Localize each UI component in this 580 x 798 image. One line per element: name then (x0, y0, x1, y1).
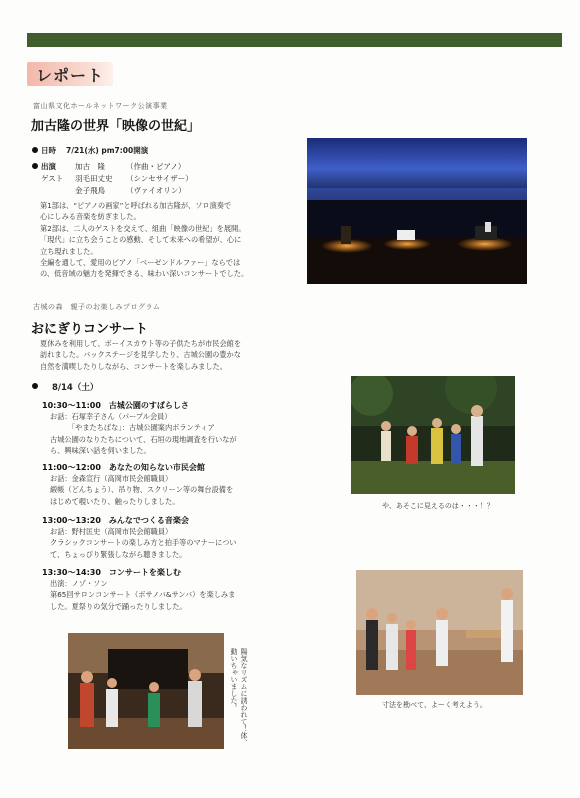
bullet-icon (32, 383, 38, 389)
cast-name: 金子飛鳥 (75, 186, 105, 195)
schedule-details (50, 473, 310, 507)
description-line: 立ち現れました。 (40, 246, 98, 256)
description-line: の、低音域の魅力を発揮できる、味わい深いコンサートでした。 (40, 269, 249, 279)
schedule-line: 出演：ノゾ・ソン (50, 579, 108, 588)
event2-title: おにぎりコンサート (31, 322, 149, 337)
event1-cast-label: 出演 (41, 162, 56, 171)
bullet-icon (32, 163, 38, 169)
forest-caption: や、あそこに見えるのは・・・！？ (382, 502, 494, 510)
cast-role: ゲスト (41, 174, 64, 183)
event2-series: 古城の森 親子のお楽しみプログラム (33, 303, 161, 311)
measure-caption: 寸法を勘べて、よーく考えよう。 (382, 701, 487, 709)
schedule-line: て、ちょっぴり緊張しながら聴きました。 (50, 549, 187, 559)
schedule-line: 第65回サロンコンサート（ボサノバ&サンバ）を楽しみま (50, 590, 236, 600)
schedule-line: 「やまたちばな」：古城公園案内ボランティア (50, 423, 215, 433)
schedule-line: お話：金森宣行（高岡市民会館職員） (50, 474, 173, 483)
event1-series: 富山県文化ホールネットワーク公演事業 (33, 102, 168, 110)
dance-illustration (68, 633, 224, 749)
stage-photo (307, 138, 527, 284)
schedule-details (50, 578, 310, 612)
schedule-line: はじめて覗いたり、触ったりしました。 (50, 496, 180, 506)
intro-line: 訪れました。バックステージを見学したり、古城公園の豊かな (40, 350, 241, 360)
schedule-line: 古城公園のなりたちについて、石垣の現地調査を行いなが (50, 434, 237, 444)
cast-name: 加古 隆 (75, 162, 105, 171)
cast-part: （シンセサイザー） (126, 174, 193, 183)
event1-date-value: 7/21(水) pm7:00開演 (66, 146, 149, 155)
event2-date: 8/14（土） (52, 383, 99, 393)
measure-illustration (356, 570, 523, 695)
event2-intro (40, 338, 310, 372)
cast-part: （ヴァイオリン） (126, 186, 186, 195)
bullet-icon (32, 147, 38, 153)
section-label: レポート (36, 66, 105, 85)
intro-line: 夏休みを利用して、ボーイスカウト等の子供たちが市民会館を (40, 339, 242, 348)
schedule-line: クラシックコンサートの楽しみ方と拍手等のマナーについ (50, 538, 237, 548)
description-line: 第2部は、二人のゲストを交えて、組曲「映像の世紀」を展開。 (40, 223, 246, 233)
event1-date-label: 日時 (41, 146, 56, 155)
schedule-time: 13:30～14:30 コンサートを楽しむ (42, 568, 181, 577)
schedule-details (50, 526, 310, 560)
intro-line: 自然を満喫したりしながら、コンサートを楽しみました。 (40, 361, 227, 371)
description-line: 心にしみる音楽を紡ぎました。 (40, 212, 141, 222)
event1-title: 加古隆の世界「映像の世紀」 (31, 119, 201, 134)
schedule-line: お話：石塚幸子さん（パープル会員） (50, 412, 172, 421)
forest-illustration (351, 376, 515, 494)
cast-name: 羽毛田丈史 (75, 174, 113, 183)
schedule-line: 緞帳（どんちょう）、吊り物、スクリーン等の舞台設備を (50, 485, 234, 495)
schedule-time: 11:00～12:00 あなたの知らない市民会館 (42, 463, 205, 472)
schedule-line: した。夏祭りの気分で踊ったりしました。 (50, 601, 187, 611)
description-line: 全編を通して、愛用のピアノ「ベーゼンドルファー」ならでは (40, 258, 241, 268)
description-line: 第1部は、“ピアノの画家”と呼ばれる加古隆が、ソロ演奏で (40, 201, 232, 210)
measure-photo (356, 570, 523, 695)
event1-description (40, 200, 300, 280)
stage-illustration (307, 138, 527, 284)
description-line: 「現代」に立ち会うことの感動、そして未来への希望が、心に (40, 235, 242, 245)
dance-caption: 陽気なリズムに誘われて！体、動いちゃいました。 (230, 648, 248, 746)
schedule-line: お話：野村匡史（高岡市民会館職員） (50, 527, 173, 536)
schedule-details (50, 411, 310, 457)
schedule-time: 10:30～11:00 古城公園のすばらしさ (42, 401, 189, 410)
schedule-time: 13:00～13:20 みんなでつくる音楽会 (42, 516, 189, 525)
forest-photo (351, 376, 515, 494)
dance-photo (68, 633, 224, 749)
cast-part: （作曲・ピアノ） (126, 162, 186, 171)
header-band (27, 33, 562, 47)
schedule-line: ら、興味深い話を伺いました。 (50, 446, 151, 456)
